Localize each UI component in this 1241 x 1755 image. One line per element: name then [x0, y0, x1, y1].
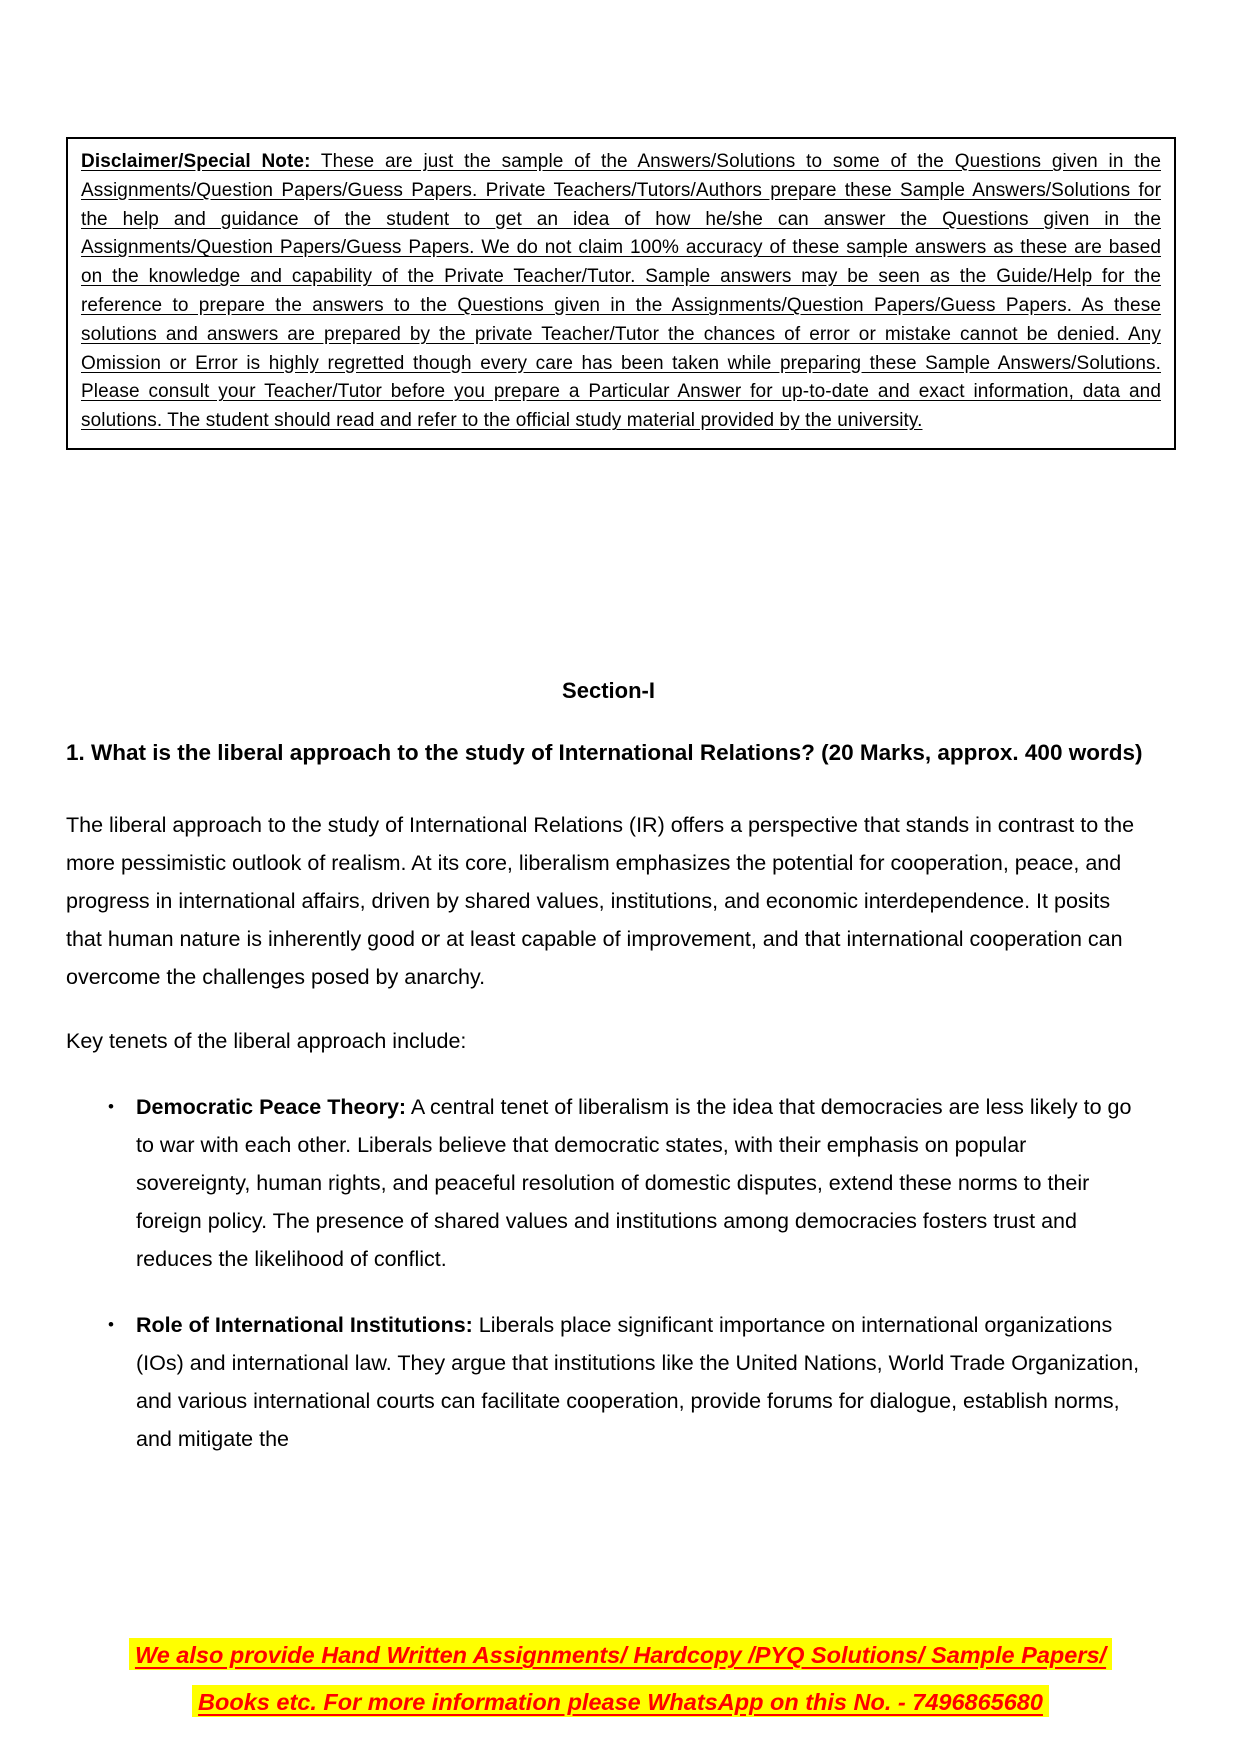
- footer-line-2: Books etc. For more information please WhatsApp on this No. - 7496865680: [192, 1685, 1049, 1717]
- section-title: Section-I: [562, 678, 655, 703]
- disclaimer-box: [66, 137, 1176, 450]
- bullet-icon: •: [108, 1097, 114, 1116]
- bullet-icon: •: [108, 1315, 114, 1334]
- question-heading: 1. What is the liberal approach to the study of International Relations? (20 Marks, approx. 400 words): [66, 740, 1143, 765]
- tenet-text: A central tenet of liberalism is the idea that democracies are less likely to go to war with each other. Liberals believe that democratic states, with their emphasis on popular sovereignty, human rights, and peaceful resolution of domestic disputes, extend these norms to their foreign policy. The presence of shared values and institutions among democracies fosters trust and reduces the likelihood of conflict.: [136, 1095, 1132, 1271]
- disclaimer-label: Disclaimer/Special Note:: [81, 151, 311, 172]
- tenet-lead: Role of International Institutions:: [136, 1313, 473, 1337]
- tenet-text: Liberals place significant importance on international organizations (IOs) and international law. They argue that institutions like the United Nations, World Trade Organization, and various international courts can facilitate cooperation, provide forums for dialogue, establish norms, and mitigate the: [136, 1313, 1140, 1451]
- footer-line-1-wrap: [0, 1632, 1241, 1679]
- answer-intro-paragraph: The liberal approach to the study of International Relations (IR) offers a perspective that stands in contrast to the more pessimistic outlook of realism. At its core, liberalism emphasizes the potential for cooperation, peace, and progress in international affairs, driven by shared values, institutions, and economic interdependence. It posits that human nature is inherently good or at least capable of improvement, and that international cooperation can overcome the challenges posed by anarchy.: [66, 813, 1135, 989]
- tenet-item-international-institutions: [106, 1306, 1146, 1458]
- disclaimer-body-text: These are just the sample of the Answers/Solutions to some of the Questions given in the Assignments/Question Papers/Guess Papers. Private Teachers/Tutors/Authors prepare these Sample Answers/Solutions for the help and guidance of the student to get an idea of how he/she can answer the Questions given in the Assignments/Question Papers/Guess Papers. We do not claim 100% accuracy of these sample answers as these are based on the knowledge and capability of the Private Teacher/Tutor. Sample answers may be seen as the Guide/Help for the reference to prepare the answers to the Questions given in the Assignments/Question Papers/Guess Papers. As these solutions and answers are prepared by the private Teacher/Tutor the chances of error or mistake cannot be denied. Any Omission or Error is highly regretted though every care has been taken while preparing these Sample Answers/Solutions. Please consult your Teacher/Tutor before you prepare a Particular Answer for up-to-date and exact information, data and solutions. The student should read and refer to the official study material provided by the university.: [81, 151, 1161, 432]
- key-tenets-intro: Key tenets of the liberal approach include:: [66, 1029, 467, 1053]
- footer-line-2-wrap: [0, 1679, 1241, 1726]
- disclaimer-paragraph: [81, 148, 1161, 436]
- footer-line-1: We also provide Hand Written Assignments/ Hardcopy /PYQ Solutions/ Sample Papers/: [129, 1638, 1112, 1670]
- tenet-item-democratic-peace: [106, 1088, 1146, 1278]
- footer-note: [0, 1632, 1241, 1726]
- tenet-lead: Democratic Peace Theory:: [136, 1095, 407, 1119]
- tenets-list: [66, 1088, 1151, 1458]
- main-content: [66, 676, 1151, 1458]
